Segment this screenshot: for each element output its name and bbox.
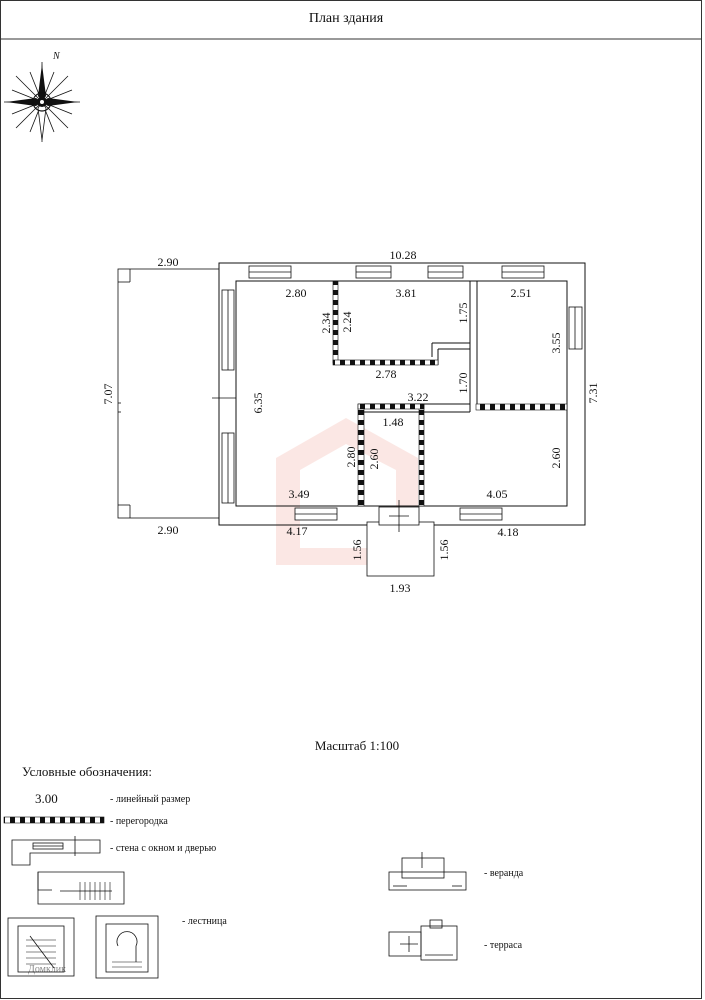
dim-closet-inner: 2.24 — [340, 311, 354, 333]
compass-rose-icon — [4, 51, 80, 142]
dim-veranda-depth: 7.07 — [101, 383, 115, 405]
dim-closet-outer: 2.34 — [319, 312, 333, 334]
dim-bath-width: 1.48 — [382, 415, 404, 429]
legend-veranda-icon — [389, 852, 466, 890]
dim-room1-bottom: 3.49 — [288, 487, 310, 501]
legend-dimension-sample: 3.00 — [35, 791, 58, 806]
legend-item-partition: - перегородка — [110, 816, 168, 827]
dim-veranda-top: 2.90 — [157, 255, 179, 269]
dim-room1-top: 2.80 — [285, 286, 307, 300]
legend-item-dimension: - линейный размер — [110, 794, 191, 805]
scale-label: Масштаб 1:100 — [314, 738, 400, 753]
page-title: План здания — [308, 11, 384, 26]
dim-room2-top: 3.81 — [395, 286, 417, 300]
dim-bath-outer: 2.80 — [344, 446, 358, 468]
dim-hall-mid: 1.70 — [456, 372, 470, 394]
legend-partition-swatch — [4, 817, 104, 823]
dim-porch-right: 1.56 — [437, 539, 451, 561]
dim-porch-left: 1.56 — [350, 539, 364, 561]
legend-item-terrace: - терраса — [484, 940, 523, 951]
dim-room4-bottom: 4.05 — [486, 487, 508, 501]
dim-right-total: 7.31 — [586, 382, 600, 404]
legend — [4, 764, 524, 978]
legend-item-wall: - стена с окном и дверью — [110, 843, 217, 854]
legend-title: Условные обозначения: — [22, 764, 153, 779]
dim-veranda-bottom: 2.90 — [157, 523, 179, 537]
dim-room4-height: 2.60 — [549, 447, 563, 469]
legend-terrace-icon — [389, 920, 457, 960]
dim-outer-bottom-left: 4.17 — [286, 524, 308, 538]
dim-room3-height: 3.55 — [549, 332, 563, 354]
legend-wall-window-door-icon — [12, 836, 100, 865]
dim-closet-bottom: 2.78 — [375, 367, 397, 381]
dim-hall-top-right: 1.75 — [456, 302, 470, 324]
legend-stair-icon — [8, 872, 158, 978]
legend-item-veranda: - веранда — [484, 868, 524, 879]
dim-room3-top: 2.51 — [510, 286, 532, 300]
dim-porch-width: 1.93 — [389, 581, 411, 595]
dim-room1-height: 6.35 — [251, 392, 265, 414]
legend-item-stair: - лестница — [182, 916, 227, 927]
dim-bath-inner: 2.60 — [367, 448, 381, 470]
dim-hall-bottom: 3.22 — [407, 390, 429, 404]
compass-north-label: N — [53, 51, 60, 62]
watermark-text: Домклик — [28, 964, 67, 975]
dim-outer-bottom-right: 4.18 — [497, 525, 519, 539]
dim-overall-width: 10.28 — [389, 248, 417, 262]
